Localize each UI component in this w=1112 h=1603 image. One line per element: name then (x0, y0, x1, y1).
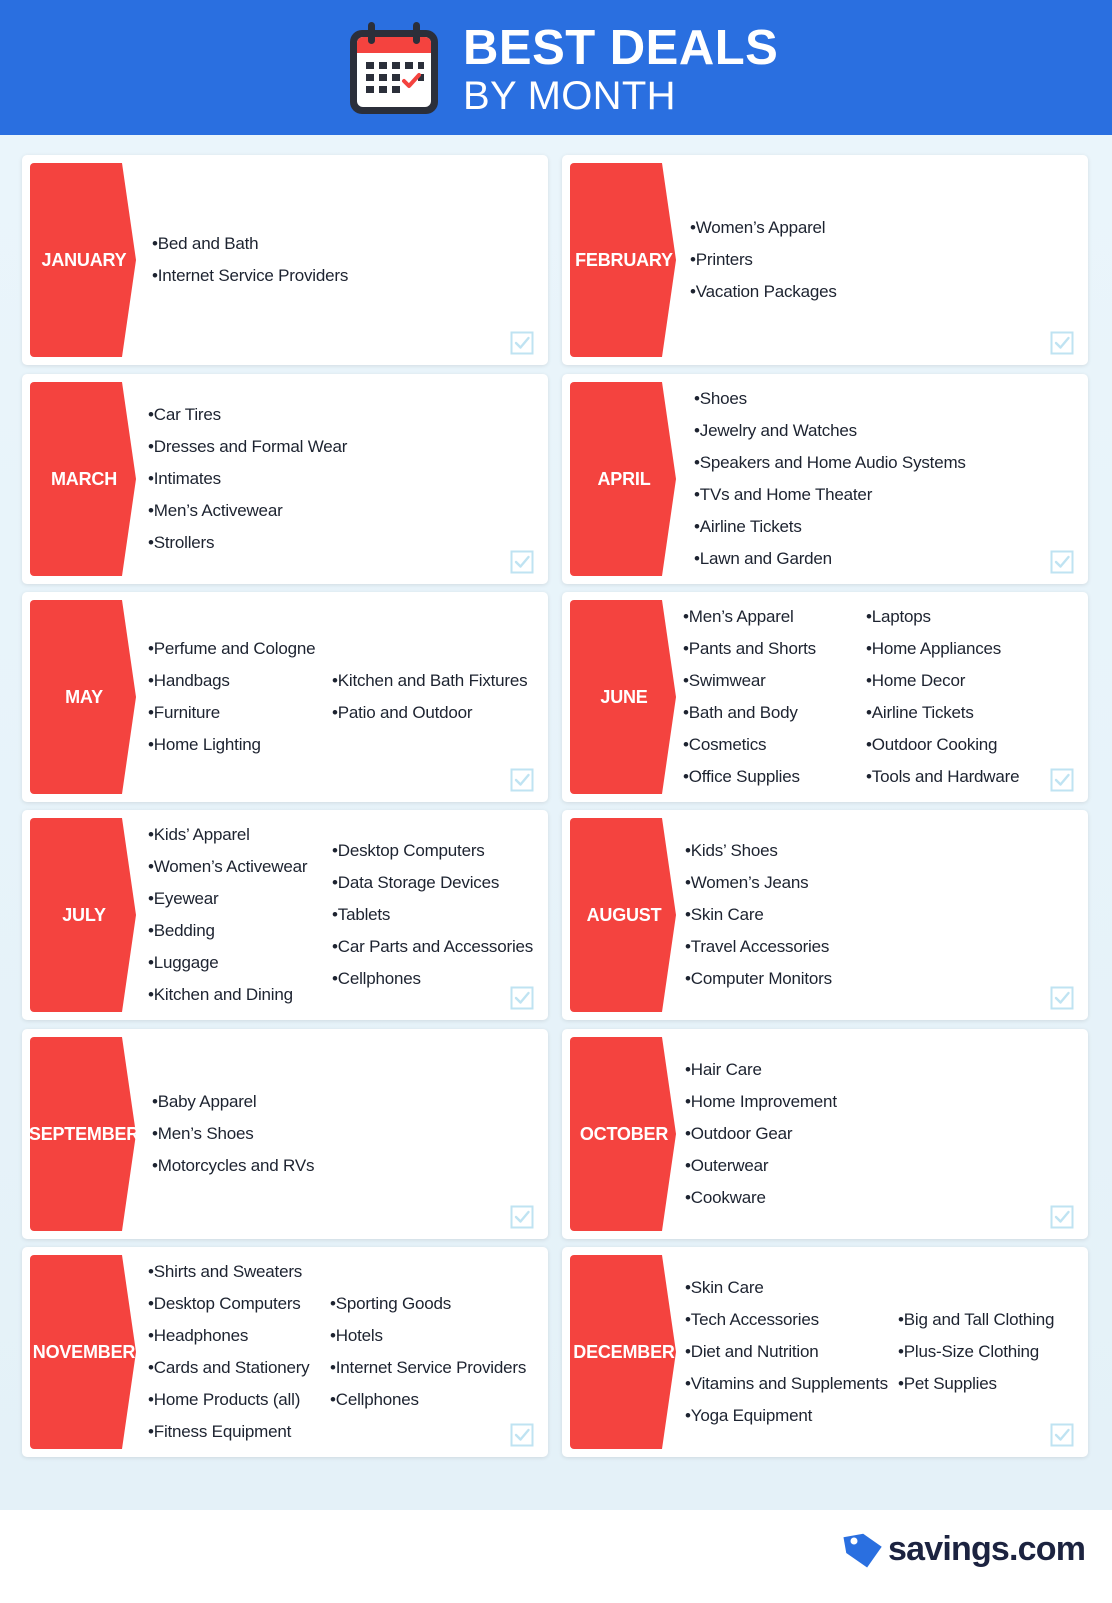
month-tab (570, 163, 678, 357)
checkmark-icon (1050, 1205, 1074, 1229)
deal-item: • Internet Service Providers (152, 260, 348, 292)
month-tab (30, 600, 138, 794)
checkmark-icon (510, 331, 534, 355)
month-card-october (562, 1029, 1088, 1239)
deal-list (683, 601, 816, 793)
deal-item: • Bedding (148, 915, 307, 947)
deal-item: • Skin Care (685, 1272, 888, 1304)
checkmark-icon (1050, 986, 1074, 1010)
deal-item: • Kitchen and Bath Fixtures (332, 665, 527, 697)
checkmark-icon (1050, 1423, 1074, 1447)
deal-item: • Outerwear (685, 1150, 837, 1182)
deal-list (148, 1256, 309, 1448)
deal-item: • Tech Accessories (685, 1304, 888, 1336)
deal-item: • Motorcycles and RVs (152, 1150, 314, 1182)
deal-list (152, 228, 348, 292)
deal-list (685, 835, 832, 995)
deal-item: • Sporting Goods (330, 1288, 526, 1320)
deal-item: • Jewelry and Watches (694, 415, 966, 447)
deal-item: • Cards and Stationery (148, 1352, 309, 1384)
deal-column-1 (152, 1029, 314, 1239)
month-grid (0, 135, 1112, 1510)
deal-item: • Women’s Jeans (685, 867, 832, 899)
deal-item: • Shirts and Sweaters (148, 1256, 309, 1288)
deal-column-1 (152, 155, 348, 365)
month-tab (570, 818, 678, 1012)
month-name: AUGUST (586, 904, 662, 925)
deal-column-1 (683, 592, 816, 802)
deal-item: • Handbags (148, 665, 315, 697)
month-name: NOVEMBER (32, 1341, 136, 1362)
deal-item: • Fitness Equipment (148, 1416, 309, 1448)
deal-list (690, 212, 837, 308)
deal-list (148, 399, 347, 559)
month-card-june (562, 592, 1088, 802)
deal-item: • Yoga Equipment (685, 1400, 888, 1432)
deal-list (332, 665, 527, 729)
deal-column-1 (148, 374, 347, 584)
deal-list (685, 1054, 837, 1214)
month-tab (570, 600, 678, 794)
month-name: SEPTEMBER (28, 1123, 140, 1144)
month-card-february (562, 155, 1088, 365)
month-tab (570, 1255, 678, 1449)
deal-column-1 (148, 1247, 309, 1457)
deal-item: • Vacation Packages (690, 276, 837, 308)
deal-item: • Perfume and Cologne (148, 633, 315, 665)
checkmark-icon (510, 1205, 534, 1229)
deal-item: • Intimates (148, 463, 347, 495)
savings-logo[interactable] (842, 1528, 1086, 1576)
month-name: FEBRUARY (575, 249, 673, 270)
checkmark-icon (1050, 768, 1074, 792)
deal-item: • Shoes (694, 383, 966, 415)
deal-item: • Vitamins and Supplements (685, 1368, 888, 1400)
month-name: MARCH (51, 468, 117, 489)
deal-column-1 (690, 155, 837, 365)
deal-column-2 (866, 592, 1019, 802)
deal-item: • TVs and Home Theater (694, 479, 966, 511)
deal-item: • Bath and Body (683, 697, 816, 729)
deal-column-2 (898, 1247, 1054, 1457)
deal-item: • Bed and Bath (152, 228, 348, 260)
deal-item: • Home Products (all) (148, 1384, 309, 1416)
deal-item: • Kitchen and Dining (148, 979, 307, 1011)
month-tab (570, 1037, 678, 1231)
month-tab (30, 818, 138, 1012)
deal-item: • Patio and Outdoor (332, 697, 527, 729)
month-tab (30, 382, 138, 576)
deal-list (148, 819, 307, 1011)
deal-item: • Eyewear (148, 883, 307, 915)
month-card-december (562, 1247, 1088, 1457)
deal-item: • Luggage (148, 947, 307, 979)
deal-item: • Pet Supplies (898, 1368, 1054, 1400)
month-tab (30, 1255, 138, 1449)
checkmark-icon (1050, 550, 1074, 574)
deal-item: • Big and Tall Clothing (898, 1304, 1054, 1336)
deal-item: • Speakers and Home Audio Systems (694, 447, 966, 479)
deal-item: • Desktop Computers (332, 835, 533, 867)
deal-item: • Internet Service Providers (330, 1352, 526, 1384)
deal-item: • Headphones (148, 1320, 309, 1352)
deal-item: • Outdoor Cooking (866, 729, 1019, 761)
month-card-january (22, 155, 548, 365)
month-card-august (562, 810, 1088, 1020)
deal-column-1 (685, 1029, 837, 1239)
checkmark-icon (1050, 331, 1074, 355)
deal-item: • Home Lighting (148, 729, 315, 761)
deal-item: • Dresses and Formal Wear (148, 431, 347, 463)
month-card-november (22, 1247, 548, 1457)
checkmark-icon (510, 1423, 534, 1447)
deal-item: • Laptops (866, 601, 1019, 633)
deal-item: • Men’s Apparel (683, 601, 816, 633)
deal-list (685, 1272, 888, 1432)
deal-item: • Car Tires (148, 399, 347, 431)
deal-item: • Pants and Shorts (683, 633, 816, 665)
deal-list (152, 1086, 314, 1182)
deal-item: • Kids’ Apparel (148, 819, 307, 851)
deal-list (332, 835, 533, 995)
page-title: BEST DEALS (463, 21, 779, 75)
deal-item: • Cookware (685, 1182, 837, 1214)
deal-item: • Tablets (332, 899, 533, 931)
checkmark-icon (510, 550, 534, 574)
deal-item: • Cosmetics (683, 729, 816, 761)
deal-item: • Hotels (330, 1320, 526, 1352)
deal-item: • Home Improvement (685, 1086, 837, 1118)
deal-item: • Strollers (148, 527, 347, 559)
deal-item: • Tools and Hardware (866, 761, 1019, 793)
deal-item: • Home Appliances (866, 633, 1019, 665)
tag-icon (842, 1528, 884, 1572)
month-name: APRIL (597, 468, 651, 489)
deal-item: • Home Decor (866, 665, 1019, 697)
deal-item: • Printers (690, 244, 837, 276)
deal-list (148, 633, 315, 761)
month-tab (570, 382, 678, 576)
deal-item: • Women’s Apparel (690, 212, 837, 244)
deal-item: • Furniture (148, 697, 315, 729)
deal-item: • Men’s Activewear (148, 495, 347, 527)
month-tab (30, 1037, 138, 1231)
deal-item: • Plus-Size Clothing (898, 1336, 1054, 1368)
deal-column-2 (332, 810, 533, 1020)
deal-item: • Airline Tickets (866, 697, 1019, 729)
deal-list (694, 383, 966, 575)
month-name: JANUARY (41, 249, 127, 270)
checkmark-icon (510, 768, 534, 792)
month-name: OCTOBER (579, 1123, 669, 1144)
deal-item: • Baby Apparel (152, 1086, 314, 1118)
deal-item: • Car Parts and Accessories (332, 931, 533, 963)
deal-column-1 (685, 810, 832, 1020)
deal-item: • Desktop Computers (148, 1288, 309, 1320)
header-banner (0, 0, 1112, 135)
deal-item: • Airline Tickets (694, 511, 966, 543)
page-subtitle: BY MONTH (463, 74, 676, 118)
deal-item: • Women’s Activewear (148, 851, 307, 883)
month-card-july (22, 810, 548, 1020)
deal-item: • Computer Monitors (685, 963, 832, 995)
deal-column-1 (148, 592, 315, 802)
month-tab (30, 163, 138, 357)
calendar-icon (348, 20, 440, 116)
month-name: MAY (65, 686, 103, 707)
month-card-september (22, 1029, 548, 1239)
logo-text: savings.com (888, 1530, 1086, 1568)
month-name: DECEMBER (573, 1341, 675, 1362)
deal-item: • Lawn and Garden (694, 543, 966, 575)
deal-item: • Diet and Nutrition (685, 1336, 888, 1368)
deal-item: • Outdoor Gear (685, 1118, 837, 1150)
deal-item: • Data Storage Devices (332, 867, 533, 899)
deal-item: • Office Supplies (683, 761, 816, 793)
deal-column-1 (685, 1247, 888, 1457)
deal-item: • Skin Care (685, 899, 832, 931)
deal-list (866, 601, 1019, 793)
deal-column-2 (330, 1247, 526, 1457)
deal-column-2 (332, 592, 527, 802)
deal-item: • Hair Care (685, 1054, 837, 1086)
deal-list (330, 1288, 526, 1416)
deal-item: • Kids’ Shoes (685, 835, 832, 867)
deal-item: • Cellphones (330, 1384, 526, 1416)
month-card-may (22, 592, 548, 802)
checkmark-icon (510, 986, 534, 1010)
month-name: JUNE (600, 686, 648, 707)
deal-list (898, 1304, 1054, 1400)
month-name: JULY (62, 904, 106, 925)
title-block (463, 22, 778, 118)
month-card-april (562, 374, 1088, 584)
deal-item: • Cellphones (332, 963, 533, 995)
month-card-march (22, 374, 548, 584)
deal-item: • Travel Accessories (685, 931, 832, 963)
deal-item: • Men’s Shoes (152, 1118, 314, 1150)
deal-column-1 (148, 810, 307, 1020)
deal-item: • Swimwear (683, 665, 816, 697)
deal-column-1 (694, 374, 966, 584)
